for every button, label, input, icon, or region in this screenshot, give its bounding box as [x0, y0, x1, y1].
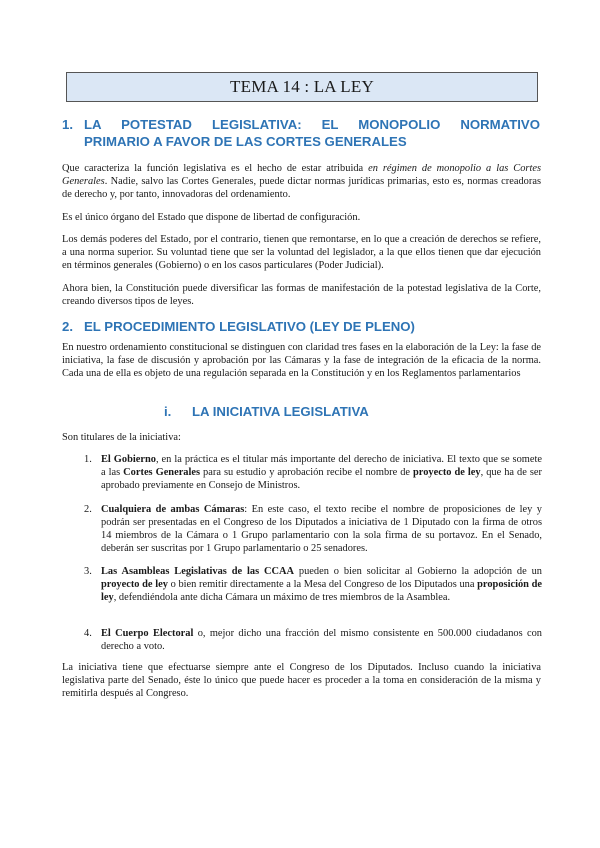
section-1-heading	[62, 116, 540, 150]
list-item-bold: proyecto de ley	[101, 579, 168, 590]
list-item-bold: Las Asambleas Legislativas de las CCAA	[101, 566, 295, 577]
section-1-heading-line-1: LA POTESTAD LEGISLATIVA: EL MONOPOLIO NORMATIVO	[84, 117, 540, 132]
subsection-i-number: i.	[164, 404, 172, 419]
subsection-i-intro: Son titulares de la iniciativa:	[62, 432, 181, 443]
document-title-box	[66, 72, 538, 102]
list-item-text: para su estudio y aprobación recibe el nombre de	[200, 467, 414, 478]
paragraph-text: Que caracteriza la función legislativa es el hecho de estar atribuida	[62, 163, 369, 174]
list-item-bold: proposición de ley	[101, 579, 542, 603]
subsection-i-heading-text: LA INICIATIVA LEGISLATIVA	[192, 404, 369, 419]
paragraph-emphasis: en régimen de monopolio a las Cortes Generales	[62, 163, 542, 187]
list-item-bold: Cortes Generales	[123, 467, 201, 478]
section-1-paragraph-2: Es el único órgano del Estado que dispone de libertad de configuración.	[62, 212, 361, 223]
section-1-paragraph-3: Los demás poderes del Estado, por el contrario, tienen que remontarse, en lo que a creación de derechos se refiere, a una norma superior. Su voluntad tiene que ser la voluntad del legislador, a la que ellos tienen que dar ejecución en términos generales (Gobierno) o en los casos particulares (Poder Judicial).	[62, 234, 541, 271]
list-item-number: 1.	[84, 454, 92, 465]
list-item-text: o bien remitir directamente a la Mesa del Congreso de los Diputados una	[167, 579, 478, 590]
list-item-text: pueden o bien solicitar al Gobierno la adopción de un	[294, 566, 542, 577]
section-2-heading-text: EL PROCEDIMIENTO LEGISLATIVO (LEY DE PLENO)	[84, 319, 415, 334]
section-1-paragraph-1	[62, 163, 541, 201]
list-item-text: : En este caso, el texto recibe el nombre de proposiciones de ley y podrán ser presentadas en el Congreso de los Diputados a iniciativa de 1 Diputado con la firma de otros 14 miembros de la Cámara o 1 Grupo parlamentario con la sola firma de su portavoz. En el Senado, deberán ser suscritas por 1 Grupo parlamentario o 25 senadores.	[101, 504, 542, 554]
section-1-paragraph-4: Ahora bien, la Constitución puede diversificar las formas de manifestación de la potestad legislativa de la Corte, creando diversos tipos de leyes.	[62, 283, 541, 307]
section-2-paragraph-1: En nuestro ordenamiento constitucional se distinguen con claridad tres fases en la elaboración de la Ley: la fase de iniciativa, la fase de discusión y aprobación por las Cámaras y la fase de integración de la eficacia de la norma. Cada una de ella es objeto de una regulación separada en la Constitución y en los Reglamentos parlamentarios	[62, 342, 541, 379]
subsection-i-heading	[164, 404, 369, 419]
list-item-bold: Cualquiera de ambas Cámaras	[101, 504, 245, 515]
paragraph-text: . Nadie, salvo las Cortes Generales, puede dictar normas jurídicas primarias, esto es, normas creadoras de derecho y, por tanto, innovadoras del ordenamiento.	[62, 175, 541, 200]
list-item-bold: proyecto de ley	[413, 467, 481, 478]
section-2-number: 2.	[62, 319, 73, 334]
section-1-heading-line-2: PRIMARIO A FAVOR DE LAS CORTES GENERALES	[84, 134, 407, 149]
list-item-number: 4.	[84, 628, 92, 639]
list-item-number: 3.	[84, 566, 92, 577]
list-item-number: 2.	[84, 504, 92, 515]
list-item-text: , defendiéndola ante dicha Cámara un máximo de tres miembros de la Asamblea.	[113, 592, 451, 603]
list-item-bold: El Cuerpo Electoral	[101, 628, 194, 639]
document-title: TEMA 14 : LA LEY	[230, 77, 374, 96]
list-item-text: , en la práctica es el titular más importante del derecho de iniciativa. El texto que se somete a las	[101, 454, 542, 478]
list-item-bold: El Gobierno	[101, 454, 156, 465]
list-item-text: o, mejor dicho una fracción del mismo consistente en 500.000 ciudadanos con derecho a voto.	[101, 628, 542, 652]
list-item-text: , que ha de ser aprobado previamente en Consejo de Ministros.	[101, 467, 542, 491]
subsection-i-closing: La iniciativa tiene que efectuarse siempre ante el Congreso de los Diputados. Incluso cuando la iniciativa legislativa parte del Senado, éste lo único que puede hacer es proceder a la toma en consideración de la misma y remitirla después al Congreso.	[62, 662, 541, 699]
section-2-heading	[62, 318, 540, 335]
section-1-number: 1.	[62, 117, 73, 132]
